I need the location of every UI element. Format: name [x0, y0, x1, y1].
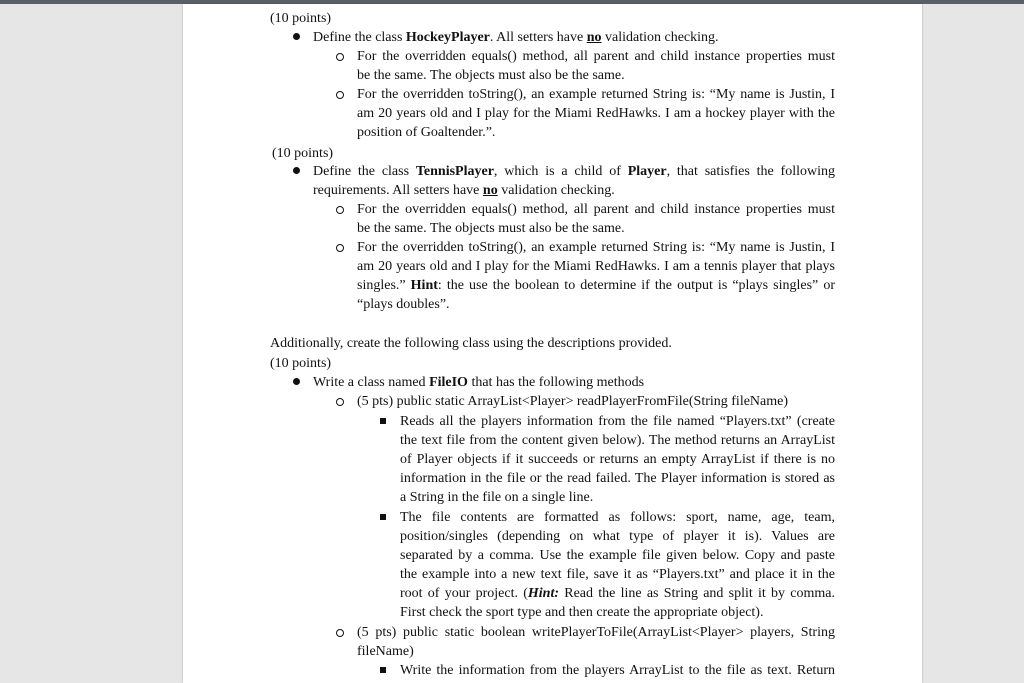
bullet-circle — [336, 629, 344, 637]
tostring-requirement-line: For the overridden toString(), an example returned String is: “My name is Justin, I — [357, 87, 835, 102]
bullet-circle — [336, 53, 344, 61]
equals-requirement-line: be the same. The objects must also be the same. — [357, 68, 625, 83]
tennisplayer-requirement-line: requirements. All setters have no validation checking. — [313, 183, 615, 198]
bullet-circle — [336, 244, 344, 252]
method-description-line: position/singles (depending on what type of player it is). Values are — [400, 529, 835, 544]
bullet-circle — [336, 91, 344, 99]
bullet-square — [380, 514, 386, 520]
method-description-line: separated by a comma. Use the example file given below. Copy and paste — [400, 548, 835, 563]
hockeyplayer-requirement: Define the class HockeyPlayer. All setters have no validation checking. — [313, 30, 719, 45]
method-description-line: of Player objects if it succeeds or returns an empty ArrayList if there is no — [400, 452, 835, 467]
bullet-square — [380, 418, 386, 424]
method-description-line: Reads all the players information from the file named “Players.txt” (create — [400, 414, 835, 429]
tostring-requirement-line: singles.” Hint: the use the boolean to determine if the output is “plays singles” or — [357, 278, 835, 293]
document-page — [183, 4, 922, 683]
bullet-square — [380, 667, 386, 673]
method-description-line: a String in the file on a single line. — [400, 490, 594, 505]
method-description-line: the example into a new text file, save it as “Players.txt” and place it in the — [400, 567, 835, 582]
fileio-requirement: Write a class named FileIO that has the following methods — [313, 375, 645, 390]
method-signature: fileName) — [357, 644, 414, 659]
method-signature: (5 pts) public static ArrayList<Player> readPlayerFromFile(String fileName) — [357, 394, 789, 409]
bullet-disc — [293, 378, 300, 385]
equals-requirement-line: For the overridden equals() method, all parent and child instance properties must — [357, 202, 835, 217]
method-description-line: First check the sport type and then create the appropriate object). — [400, 605, 764, 620]
bullet-circle — [336, 398, 344, 406]
points-label: (10 points) — [270, 356, 332, 371]
method-description-line: The file contents are formatted as follows: sport, name, age, team, — [400, 510, 835, 525]
points-label: (10 points) — [270, 11, 332, 26]
points-label: (10 points) — [272, 146, 334, 161]
intro-paragraph: Additionally, create the following class using the descriptions provided. — [270, 336, 672, 351]
method-description-line: root of your project. (Hint: Read the line as String and split it by comma. — [400, 586, 835, 601]
method-description-line: information in the file or the read failed. The Player information is stored as — [400, 471, 835, 486]
method-description-line: Write the information from the players ArrayList to the file as text. Return — [400, 663, 835, 678]
tostring-requirement-line: am 20 years old and I play for the Miami RedHawks. I am a hockey player with the — [357, 106, 835, 121]
equals-requirement-line: For the overridden equals() method, all parent and child instance properties must — [357, 49, 835, 64]
method-description-line: the text file from the content given below). The method returns an ArrayList — [400, 433, 835, 448]
tostring-requirement-line: For the overridden toString(), an example returned String is: “My name is Justin, I — [357, 240, 835, 255]
tostring-requirement-line: position of Goaltender.”. — [357, 125, 496, 140]
bullet-circle — [336, 206, 344, 214]
equals-requirement-line: be the same. The objects must also be the same. — [357, 221, 625, 236]
bullet-disc — [293, 33, 300, 40]
method-signature: (5 pts) public static boolean writePlayerToFile(ArrayList<Player> players, String — [357, 625, 835, 640]
tostring-requirement-line: am 20 years old and I play for the Miami RedHawks. I am a tennis player that plays — [357, 259, 835, 274]
tennisplayer-requirement-line: Define the class TennisPlayer, which is a child of Player, that satisfies the following — [313, 164, 835, 179]
bullet-disc — [293, 167, 300, 174]
tostring-requirement-line: “plays doubles”. — [357, 297, 450, 312]
